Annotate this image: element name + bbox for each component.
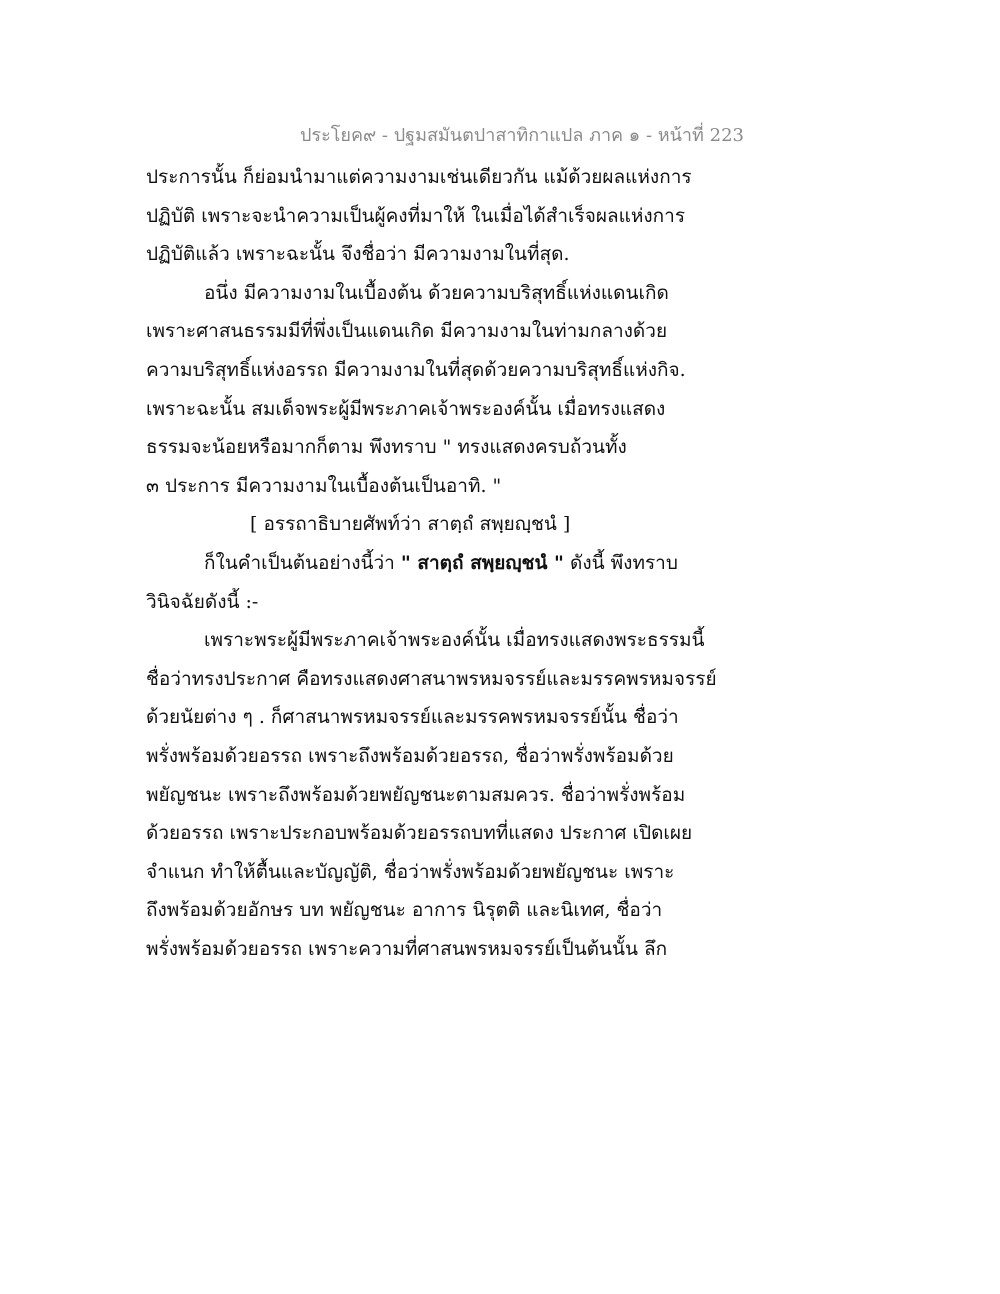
- text-line: พยัญชนะ เพราะถึงพร้อมด้วยพยัญชนะตามสมควร. ชื่อว่าพรั่งพร้อม: [146, 783, 686, 806]
- text-line: ความบริสุทธิ์แห่งอรรถ มีความงามในที่สุดด้วยความบริสุทธิ์แห่งกิจ.: [146, 358, 686, 381]
- text-segment: ดังนี้ พึงทราบ: [563, 551, 678, 574]
- text-line: ด้วยอรรถ เพราะประกอบพร้อมด้วยอรรถบทที่แสดง ประกาศ เปิดเผย: [146, 822, 693, 845]
- text-line: ชื่อว่าทรงประกาศ คือทรงแสดงศาสนาพรหมจรรย์และมรรคพรหมจรรย์: [146, 667, 717, 690]
- text-line: วินิจฉัยดังนี้ :-: [146, 590, 259, 613]
- text-line: ปฏิบัติ เพราะจะนำความเป็นผู้คงที่มาให้ ในเมื่อได้สำเร็จผลแห่งการ: [146, 204, 686, 227]
- running-header: ประโยค๙ - ปฐมสมันตปาสาทิกาแปล ภาค ๑ - หน้าที่ 223: [300, 125, 744, 146]
- text-line: พรั่งพร้อมด้วยอรรถ เพราะความที่ศาสนพรหมจรรย์เป็นต้นนั้น ลึก: [146, 937, 668, 960]
- bold-pali-term: " สาตฺถํ สพฺยญฺชนํ ": [400, 551, 564, 574]
- section-heading: [ อรรถาธิบายศัพท์ว่า สาตฺถํ สพฺยญฺชนํ ]: [250, 513, 571, 536]
- text-line: ปฏิบัติแล้ว เพราะฉะนั้น จึงชื่อว่า มีความงามในที่สุด.: [146, 243, 570, 266]
- text-line: ธรรมจะน้อยหรือมากก็ตาม พึงทราบ " ทรงแสดงครบถ้วนทั้ง: [146, 436, 627, 459]
- text-line: ประการนั้น ก็ย่อมนำมาแต่ความงามเช่นเดียวกัน แม้ด้วยผลแห่งการ: [146, 166, 692, 188]
- text-line: ๓ ประการ มีความงามในเบื้องต้นเป็นอาทิ. ": [146, 474, 502, 497]
- text-line: ด้วยนัยต่าง ๆ . ก็ศาสนาพรหมจรรย์และมรรคพรหมจรรย์นั้น ชื่อว่า: [146, 706, 679, 729]
- text-line: ถึงพร้อมด้วยอักษร บท พยัญชนะ อาการ นิรุตติ และนิเทศ, ชื่อว่า: [146, 899, 663, 922]
- text-line: เพราะศาสนธรรมมีที่พึ่งเป็นแดนเกิด มีความงามในท่ามกลางด้วย: [146, 320, 668, 343]
- paragraph-start-line: เพราะพระผู้มีพระภาคเจ้าพระองค์นั้น เมื่อทรงแสดงพระธรรมนี้: [204, 629, 705, 652]
- text-line: จำแนก ทำให้ตื้นและบัญญัติ, ชื่อว่าพรั่งพร้อมด้วยพยัญชนะ เพราะ: [146, 860, 675, 883]
- paragraph-start-line: [146, 544, 866, 583]
- text-segment: ก็ในคำเป็นต้นอย่างนี้ว่า: [204, 551, 401, 574]
- paragraph-start-line: อนึ่ง มีความงามในเบื้องต้น ด้วยความบริสุทธิ์แห่งแดนเกิด: [204, 281, 669, 304]
- text-line: พรั่งพร้อมด้วยอรรถ เพราะถึงพร้อมด้วยอรรถ, ชื่อว่าพรั่งพร้อมด้วย: [146, 744, 674, 767]
- body-text: [146, 158, 866, 968]
- text-line: เพราะฉะนั้น สมเด็จพระผู้มีพระภาคเจ้าพระองค์นั้น เมื่อทรงแสดง: [146, 397, 666, 420]
